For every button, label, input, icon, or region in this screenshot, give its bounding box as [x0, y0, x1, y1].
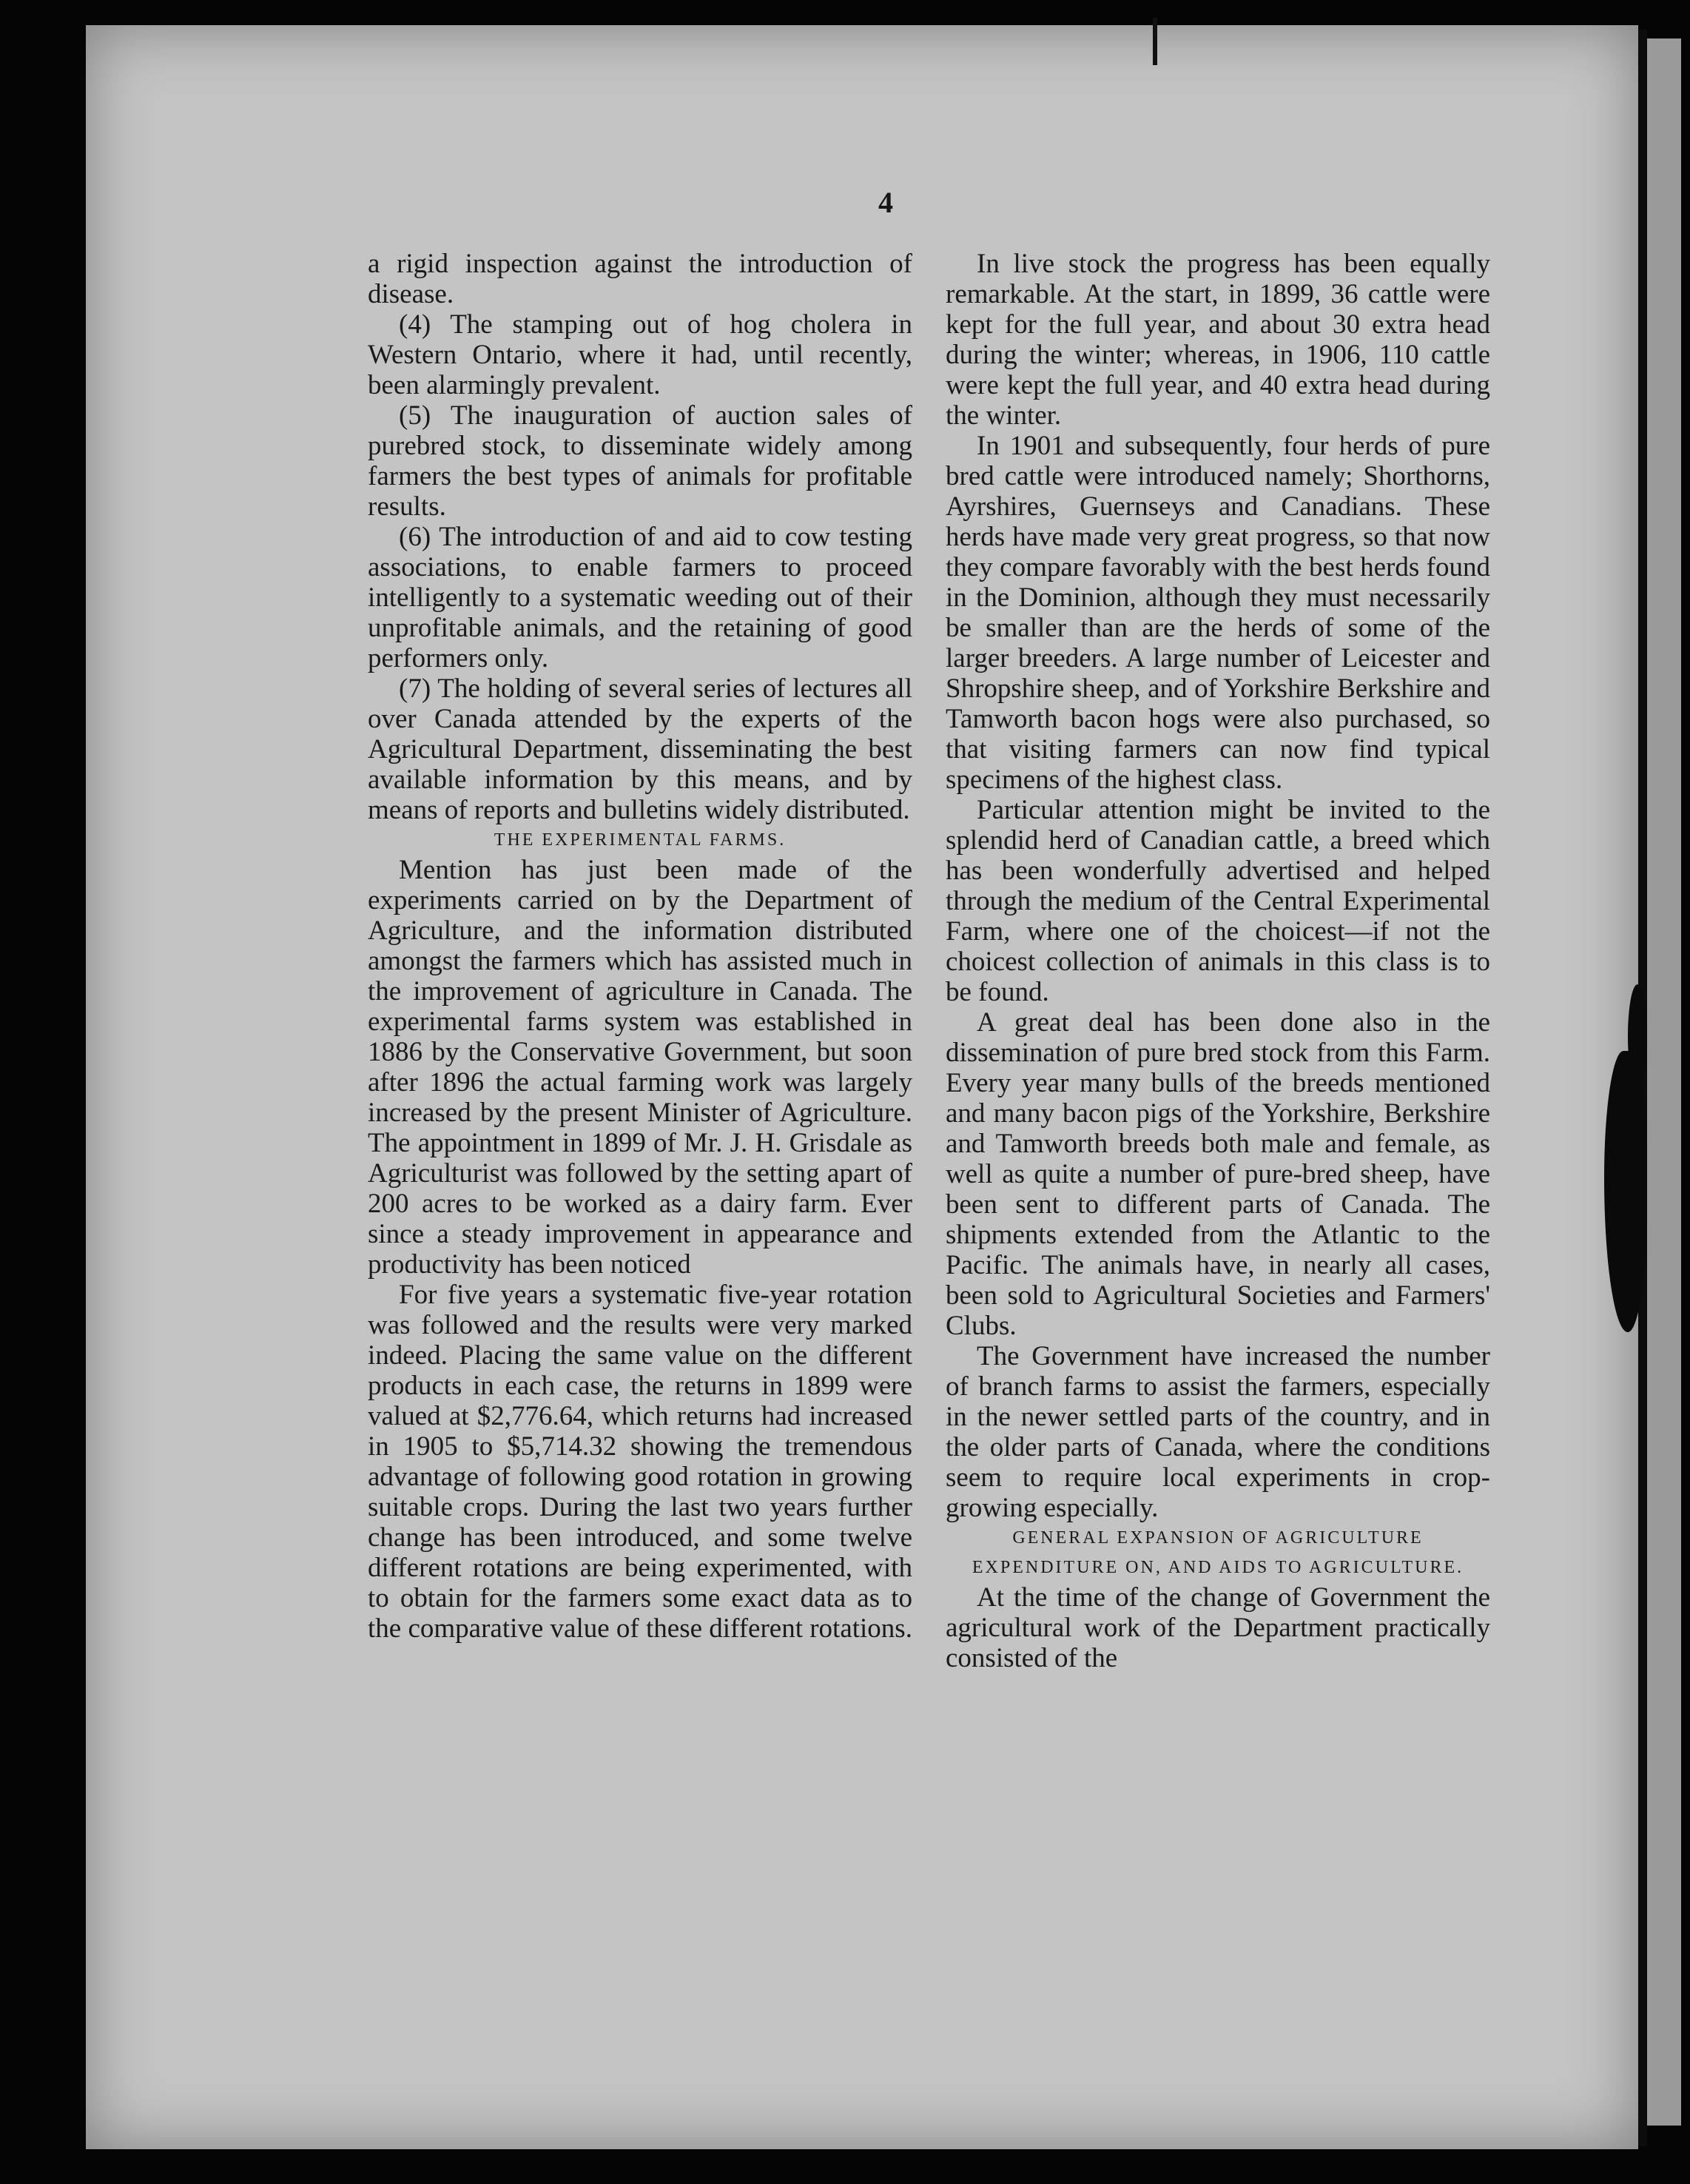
section-heading: GENERAL EXPANSION OF AGRICULTURE EXPENDITURE ON, AND AIDS TO AGRICULTURE.	[972, 1528, 1464, 1577]
right-column	[946, 249, 1490, 1673]
paragraph: (5) The inauguration of auction sales of purebred stock, to disseminate widely among farmers the best types of animals for profitable results.	[368, 400, 912, 522]
paragraph: (7) The holding of several series of lectures all over Canada attended by the experts of the Agricultural Department, disseminating the best available information by this means, and by means of reports and bulletins widely distributed.	[368, 673, 912, 825]
section-heading: THE EXPERIMENTAL FARMS.	[494, 830, 787, 850]
paragraph: (6) The introduction of and aid to cow testing associations, to enable farmers to proceed intelligently to a systematic weeding out of their unprofitable animals, and the retaining of good performers only.	[368, 522, 912, 673]
paragraph: a rigid inspection against the introduction of disease.	[368, 249, 912, 309]
paragraph: In live stock the progress has been equally remarkable. At the start, in 1899, 36 cattle were kept for the full year, and about 30 extra head during the winter; whereas, in 1906, 110 cattle were kept the full year, and 40 extra head during the winter.	[946, 249, 1490, 431]
paragraph: For five years a systematic five-year rotation was followed and the results were very marked indeed. Placing the same value on the different products in each case, the returns in 1899 were valued at $2,776.64, which returns had increased in 1905 to $5,714.32 showing the tremendous advantage of following good rotation in growing suitable crops. During the last two years further change has been introduced, and some twelve different rotations are being experimented, with to obtain for the farmers some exact data as to the comparative value of these different rotations.	[368, 1280, 912, 1644]
paragraph: Mention has just been made of the experiments carried on by the Department of Agriculture, and the information distributed amongst the farmers which has assisted much in the improvement of agriculture in Canada. The experimental farms system was established in 1886 by the Conservative Government, but soon after 1896 the actual farming work was largely increased by the present Minister of Agriculture. The appointment in 1899 of Mr. J. H. Grisdale as Agriculturist was followed by the setting apart of 200 acres to be worked as a dairy farm. Ever since a steady improvement in appearance and productivity has been noticed	[368, 855, 912, 1280]
left-column	[368, 249, 912, 1644]
paragraph: (4) The stamping out of hog cholera in Western Ontario, where it had, until recently, been alarmingly prevalent.	[368, 309, 912, 400]
adjacent-page-edge	[1647, 38, 1681, 2126]
paragraph: At the time of the change of Government the agricultural work of the Department practically consisted of the	[946, 1582, 1490, 1673]
scan-mark	[1153, 18, 1157, 65]
paragraph: Particular attention might be invited to the splendid herd of Canadian cattle, a breed which has been wonderfully advertised and helped through the medium of the Central Experimental Farm, where one of the choicest—if not the choicest collection of animals in this class is to be found.	[946, 795, 1490, 1007]
page-number: 4	[878, 186, 893, 219]
paragraph: The Government have increased the number of branch farms to assist the farmers, especially in the newer settled parts of the country, and in the older parts of Canada, where the conditions seem to require local experiments in crop-growing especially.	[946, 1341, 1490, 1523]
paragraph: A great deal has been done also in the dissemination of pure bred stock from this Farm. Every year many bulls of the breeds mentioned and many bacon pigs of the Yorkshire, Berkshire and Tamworth breeds both male and female, as well as quite a number of pure-bred sheep, have been sent to different parts of Canada. The shipments extended from the Atlantic to the Pacific. The animals have, in nearly all cases, been sold to Agricultural Societies and Farmers' Clubs.	[946, 1007, 1490, 1341]
paragraph: In 1901 and subsequently, four herds of pure bred cattle were introduced namely; Shorthorns, Ayrshires, Guernseys and Canadians. These herds have made very great progress, so that now they compare favorably with the best herds found in the Dominion, although they must necessarily be smaller than are the herds of some of the larger breeders. A large number of Leicester and Shropshire sheep, and of Yorkshire Berkshire and Tamworth bacon hogs were also purchased, so that visiting farmers can now find typical specimens of the highest class.	[946, 431, 1490, 795]
